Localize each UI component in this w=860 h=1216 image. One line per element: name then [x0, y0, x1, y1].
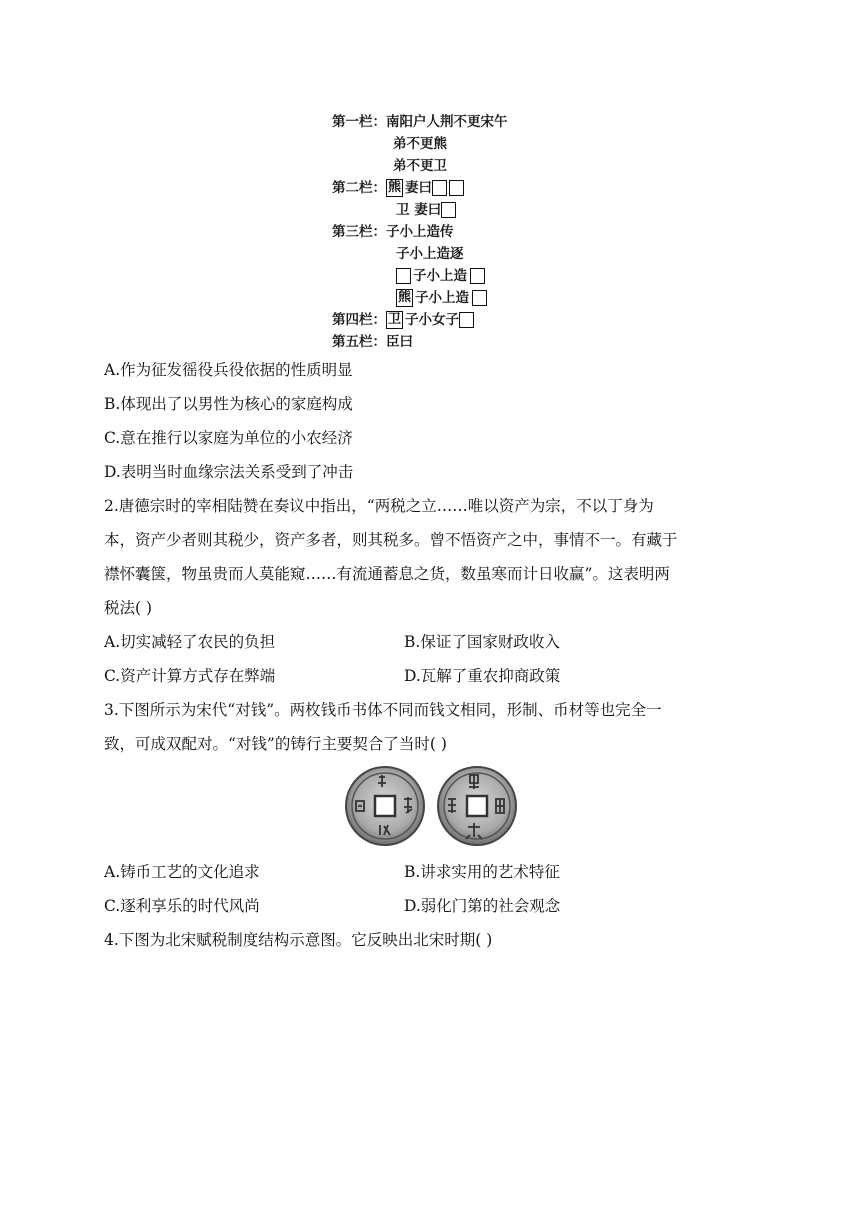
missing-character-box: [470, 268, 485, 284]
coin-right: [438, 767, 516, 845]
missing-character-box: [449, 180, 464, 196]
register-text: 妻曰: [405, 180, 433, 196]
boxed-character: 熊: [398, 290, 412, 305]
q3-option-c: C.逐利享乐的时代风尚: [104, 897, 260, 915]
missing-character-box: [432, 180, 447, 196]
register-text: 南阳户人荆不更宋午: [386, 114, 508, 130]
boxed-character: 卫: [388, 312, 402, 327]
coin-left: [346, 767, 424, 845]
q2-stem-line-1: 2.唐德宗时的宰相陆赞在奏议中指出，“两税之立……唯以资产为宗，不以丁身为: [104, 497, 654, 515]
column-label: 第一栏：: [332, 114, 386, 130]
register-text: 臣曰: [386, 334, 413, 350]
q1-option-a: A.作为征发徭役兵役依据的性质明显: [104, 361, 353, 379]
boxed-character: 熊: [388, 180, 402, 195]
q2-stem-line-3: 襟怀囊箧，物虽贵而人莫能窥……有流通蓄息之货，数虽寒而计日收赢”。这表明两: [104, 565, 670, 583]
q3-option-d: D.弱化门第的社会观念: [404, 897, 561, 915]
q1-option-c: C.意在推行以家庭为单位的小农经济: [104, 429, 353, 447]
register-text: 子小上造传: [386, 224, 454, 240]
q4-stem-line-1: 4.下图为北宋赋税制度结构示意图。它反映出北宋时期( ): [104, 931, 493, 949]
column-label: 第五栏：: [332, 334, 386, 350]
q3-stem-line-1: 3.下图所示为宋代“对钱”。两枚钱币书体不同而钱文相同，形制、币材等也完全一: [104, 701, 662, 719]
q3-stem-line-2: 致，可成双配对。“对钱”的铸行主要契合了当时( ): [104, 735, 447, 753]
paired-coins-image: [344, 763, 520, 849]
q1-option-b: B.体现出了以男性为核心的家庭构成: [104, 395, 353, 413]
register-text: 弟不更熊: [393, 136, 447, 152]
q2-option-a: A.切实减轻了农民的负担: [104, 633, 276, 651]
q3-option-b: B.讲求实用的艺术特征: [404, 863, 560, 881]
missing-character-box: [459, 312, 474, 328]
q1-option-d: D.表明当时血缘宗法关系受到了冲击: [104, 463, 354, 481]
register-text: 卫 妻曰: [396, 202, 442, 218]
column-label: 第四栏：: [332, 312, 386, 328]
register-text: 子小上造: [415, 290, 470, 306]
register-text: 子小女子: [405, 312, 460, 328]
q2-option-c: C.资产计算方式存在弊端: [104, 667, 276, 685]
missing-character-box: [472, 290, 487, 306]
missing-character-box: [441, 202, 456, 218]
q2-stem-line-4: 税法( ): [104, 599, 153, 617]
q3-option-a: A.铸币工艺的文化追求: [104, 863, 260, 881]
q2-option-b: B.保证了国家财政收入: [404, 633, 560, 651]
register-text: 子小上造逐: [396, 246, 464, 262]
q2-option-d: D.瓦解了重农抑商政策: [404, 667, 561, 685]
column-label: 第三栏：: [332, 224, 386, 240]
column-label: 第二栏：: [332, 180, 386, 196]
register-text: 子小上造: [413, 268, 467, 284]
missing-character-box: [396, 268, 411, 284]
q2-stem-line-2: 本，资产少者则其税少，资产多者，则其税多。曾不悟资产之中，事情不一。有藏于: [104, 531, 678, 549]
register-text: 弟不更卫: [393, 158, 447, 174]
